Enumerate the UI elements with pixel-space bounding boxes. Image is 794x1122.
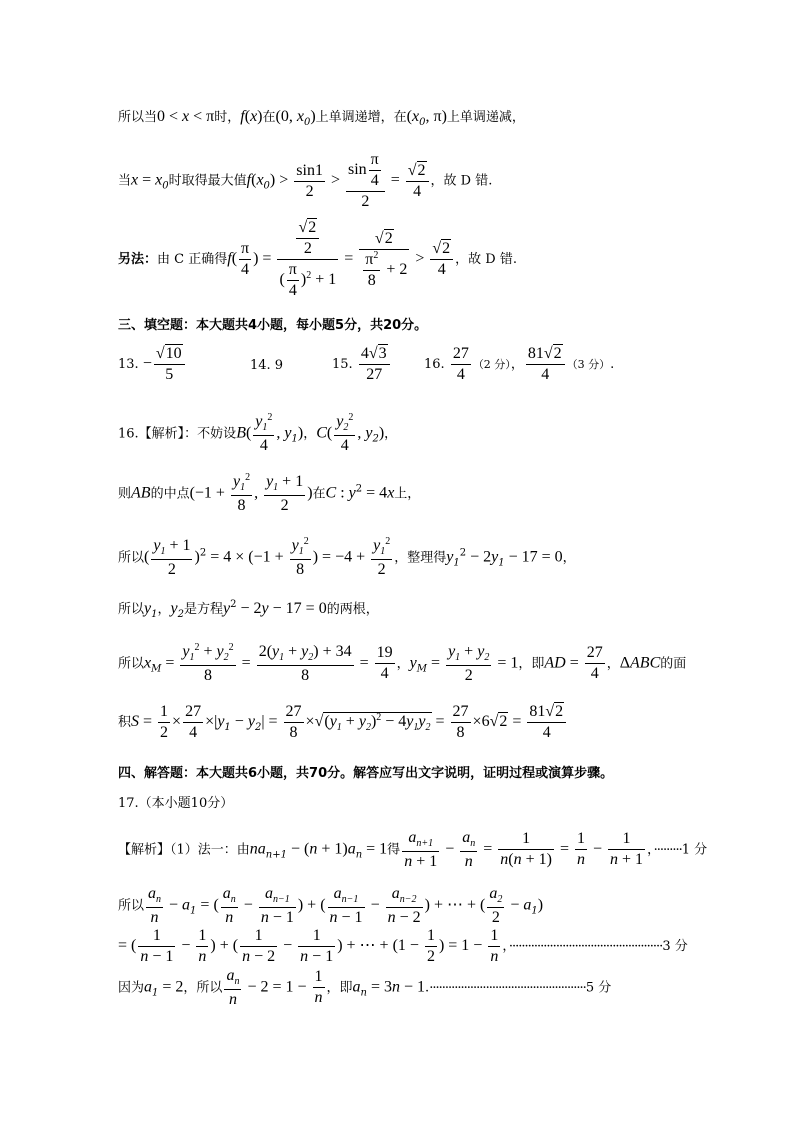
section-heading: 四、解答题：本大题共6小题，共70分。解答应写出文字说明，证明过程或演算步骤。 [118, 766, 614, 781]
text-line: 【解析】（1）法一：由$na_{n+1} - (n + 1)a_n = 1$得 $\frac{a_{n+1}}{n + 1}$ − $\frac{a_n}{n}$ = $\frac{1}{n(n + 1)}$ = $\frac{1}{n}$ − $\frac{1}{n + 1}$ ，·········1 分 [118, 829, 708, 870]
text-line: 所以( $\frac{y_1 + 1}{2}$ )$^2$ = 4 × (−1 + $\frac{y_1^2}{8}$ ) = −4 + $\frac{y_1^2}{2}$ ，整理得$y_1^2 - 2y_1 - 17 = 0$， [118, 536, 576, 578]
text-line: 另法：由 C 正确得f( $\frac{\pi}{4}$ ) = $\frac{√2}{2}$ ( $\frac{\pi}{4}$ )$^2$ + 1 = √2 $\frac{\pi^2}{8}$ + 2 > $\frac{√2}{4}$ ，故 D 错. [118, 219, 517, 299]
text-line: 则AB的中点(−1 + $\frac{y_1^2}{8}$ , $\frac{y_1 + 1}{2}$ )在C : $y^2 = 4x$上， [118, 472, 421, 514]
text-line: 16.【解析】：不妨设B( $\frac{y_1^2}{4}$ , $y_1$)，C( $\frac{y_2^2}{4}$ , $y_2$)， [118, 412, 398, 454]
section-heading: 三、填空题：本大题共4小题，每小题5分，共20分。 [118, 318, 428, 333]
text-line: 因为$a_1 = 2$，所以 $\frac{a_n}{n}$ − 2 = 1 − $\frac{1}{n}$ ，即$a_n = 3n - 1.\cdot\cdot\cdot\cdot\cdot\cdot\cdot\cdot\cdot\cdot\cdot\cdot\cdot\cdot\cdot\cdot\cdot\cdot\cdot\cdot\cdot\cdot\cdot\cdot\cdot\cdot\cdot\cdot\cdot\cdot\cdot\cdot\cdot\cdot\cdot\cdot\cdot\cdot\cdot\cdot\cdot\cdot\cdot\cdot\cdot\cdot\cdot\cdot\cdot\cdot 5$ 分 [118, 967, 612, 1008]
text-line: 所以$y_1$，$y_2$是方程$y^2 - 2y - 17 = 0$的两根， [118, 599, 379, 620]
text-line: 所以$x_M$ = $\frac{y_1^2 + y_2^2}{8}$ = $\frac{2(y_1 + y_2) + 34}{8}$ = $\frac{19}{4}$ ，$y_M$ = $\frac{y_1 + y_2}{2}$ = 1，即AD = $\frac{27}{4}$ ，ΔABC的面 [118, 642, 687, 684]
text-line: 当$x = x_0$时取得最大值$f(x_0)$ > $\frac{\sin 1}{2}$ > sin $\frac{\pi}{4}$ 2 = $\frac{√2}{4}$ ，故 D 错. [118, 151, 493, 210]
text-line: = ( $\frac{1}{n - 1}$ − $\frac{1}{n}$ ) + ( $\frac{1}{n - 2}$ − $\frac{1}{n - 1}$ ) + ⋯ + (1 − $\frac{1}{2}$ ) = 1 − $\frac{1}{n}$ ，·················································3 分 [118, 927, 688, 965]
question-title: 17.（本小题10分） [118, 796, 234, 811]
text-line: 所以当0 < x < π时，f(x)在(0, $x_0$)上单调递增，在($x_0$, π)上单调递减， [118, 108, 525, 128]
text-line: 所以 $\frac{a_n}{n}$ − $a_1$ = ( $\frac{a_n}{n}$ − $\frac{a_{n-1}}{n - 1}$ ) + ( $\frac{a_{n-1}}{n - 1}$ − $\frac{a_{n-2}}{n - 2}$ ) + ⋯ + ( $\frac{a_2}{2}$ − $a_1$) [118, 885, 544, 926]
text-line: 积S = $\frac{1}{2}$ × $\frac{27}{4}$ $\times|y_1 - y_2|$ = $\frac{27}{8}$ $\times√(y_1 + y_2)^2 - 4y_1y_2$ = $\frac{27}{8}$ ×6√2 = $\frac{81√2}{4}$ [118, 702, 568, 743]
